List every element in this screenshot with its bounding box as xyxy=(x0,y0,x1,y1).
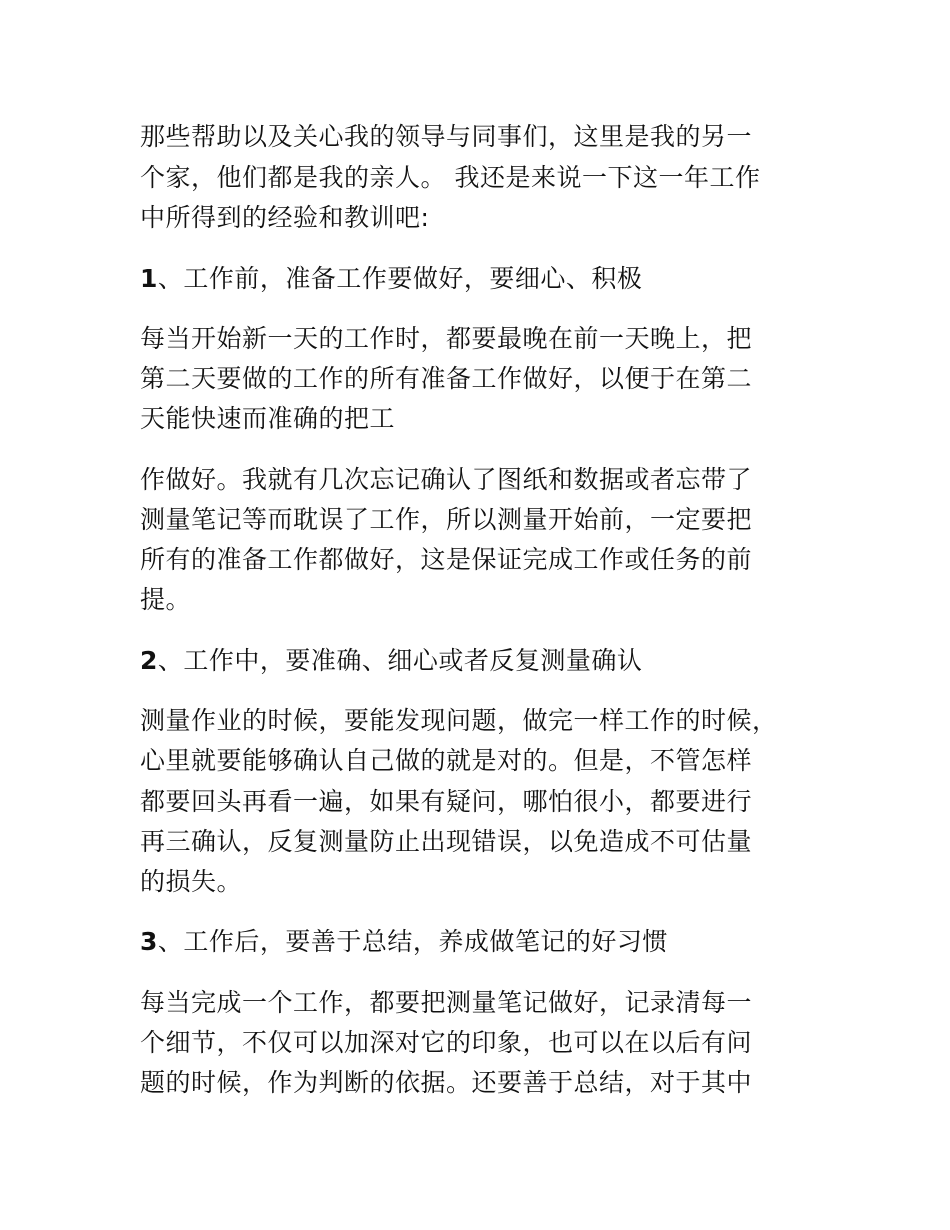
section-3-para-line-1: 每当完成一个工作，都要把测量笔记做好，记录清每一 xyxy=(140,988,753,1017)
section-3-para-line-3: 题的时候，作为判断的依据。还要善于总结，对于其中 xyxy=(140,1068,753,1097)
section-1-para-2-line-4: 提。 xyxy=(140,585,192,614)
intro-line-3: 中所得到的经验和教训吧: xyxy=(140,203,430,232)
section-2-para-line-4: 再三确认，反复测量防止出现错误，以免造成不可估量 xyxy=(140,827,753,856)
section-2-number: 2 xyxy=(140,646,158,675)
section-3-para-line-2: 个细节，不仅可以加深对它的印象，也可以在以后有问 xyxy=(140,1028,753,1057)
section-2-heading xyxy=(140,641,642,681)
section-2-para-line-1: 测量作业的时候，要能发现问题，做完一样工作的时候， xyxy=(140,706,778,735)
section-1-para-2-line-3: 所有的准备工作都做好，这是保证完成工作或任务的前 xyxy=(140,545,753,574)
section-3-title: 、工作后，要善于总结，养成做笔记的好习惯 xyxy=(157,927,668,956)
section-1-para-2-line-1: 作做好。我就有几次忘记确认了图纸和数据或者忘带了 xyxy=(140,465,753,494)
section-2-para-line-5: 的损失。 xyxy=(140,867,243,896)
section-2-para-line-3: 都要回头再看一遍，如果有疑问，哪怕很小，都要进行 xyxy=(140,787,753,816)
section-2-para-line-2: 心里就要能够确认自己做的就是对的。但是，不管怎样 xyxy=(140,746,753,775)
section-1-number: 1 xyxy=(140,264,158,293)
section-3-number: 3 xyxy=(140,927,158,956)
intro-line-1: 那些帮助以及关心我的领导与同事们，这里是我的另一 xyxy=(140,122,753,151)
section-1-title: 、工作前，准备工作要做好，要细心、积极 xyxy=(157,264,643,293)
section-1-heading xyxy=(140,259,642,299)
section-1-para-2-line-2: 测量笔记等而耽误了工作，所以测量开始前，一定要把 xyxy=(140,505,753,534)
intro-line-2: 个家，他们都是我的亲人。 我还是来说一下这一年工作 xyxy=(140,163,761,192)
section-1-para-1-line-2: 第二天要做的工作的所有准备工作做好，以便于在第二 xyxy=(140,364,753,393)
section-2-title: 、工作中，要准确、细心或者反复测量确认 xyxy=(157,646,643,675)
section-3-heading xyxy=(140,922,668,962)
section-1-para-1-line-1: 每当开始新一天的工作时，都要最晚在前一天晚上，把 xyxy=(140,324,753,353)
section-1-para-1-line-3: 天能快速而准确的把工 xyxy=(140,404,396,433)
